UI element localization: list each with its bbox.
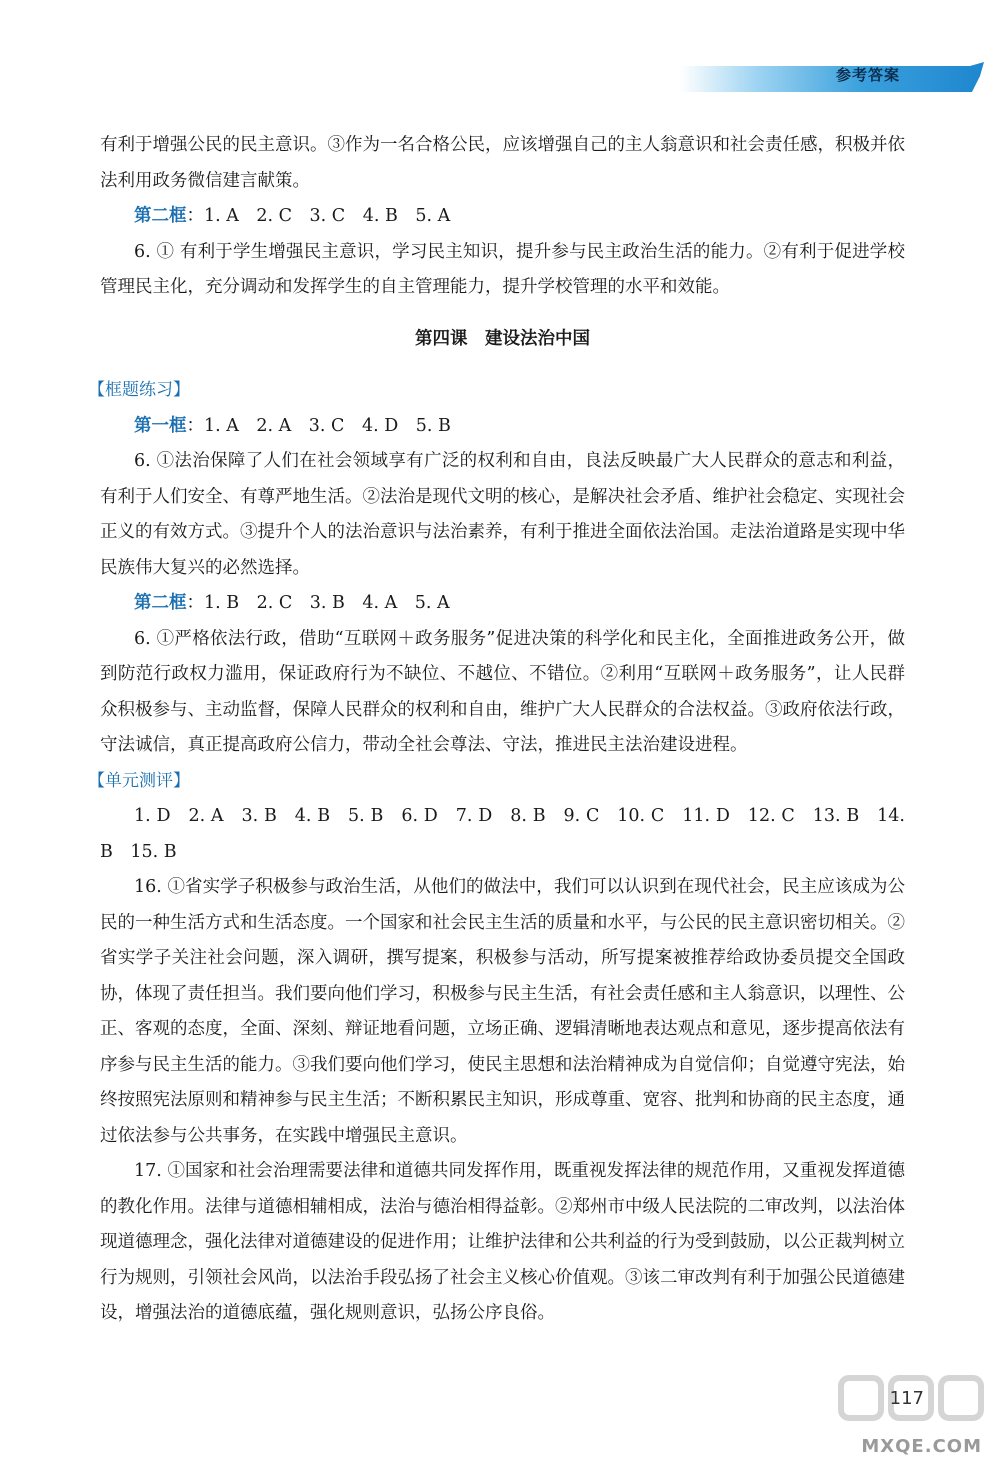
exercise-heading: 【框题练习】 [88,380,190,400]
frame2-label: 第二框 [134,206,187,226]
frame2-answers-lesson4: ：1. B 2. C 3. B 4. A 5. A [186,593,450,613]
frame1-label: 第一框 [134,415,187,436]
header-label: 参考答案 [835,66,900,84]
question-6-answer: 6. ① 有利于学生增强民主意识，学习民主知识，提升参与民主政治生活的能力。②有利于促进学校管理民主化，充分调动和发挥学生的自主管理能力，提升学校管理的水平和效能。 [100,241,905,297]
lesson4-title: 第四课 建设法治中国 [415,328,590,349]
unit-test-answers: 1. D 2. A 3. B 4. B 5. B 6. D 7. D 8. B 9. C 10. C 11. D 12. C 13. B 14. B 15. B [100,806,905,862]
question-16-answer: 16. ①省实学子积极参与政治生活，从他们的做法中，我们可以认识到在现代社会，民主应该成为公民的一种生活方式和生活态度。一个国家和社会民主生活的质量和水平，与公民的民主意识密切相关。②省实学子关注社会问题，深入调研，撰写提案，积极参与活动，所写提案被推荐给政协委员提交全国政协，体现了责任担当。我们要向他们学习，积极参与民主生活，有社会责任感和主人翁意识，以理性、公正、客观的态度，全面、深刻、辩证地看问题，立场正确、逻辑清晰地表达观点和意见，逐步提高依法有序参与民主生活的能力。③我们要向他们学习，使民主思想和法治精神成为自觉信仰；自觉遵守宪法，始终按照宪法原则和精神参与民主生活；不断积累民主知识，形成尊重、宽容、批判和协商的民主态度，通过依法参与公共事务，在实践中增强民主意识。 [100,877,905,1146]
paragraph-continued: 有利于增强公民的民主意识。③作为一名合格公民，应该增强自己的主人翁意识和社会责任感，积极并依法利用政务微信建言献策。 [100,135,905,191]
frame1-question-6: 6. ①法治保障了人们在社会领域享有广泛的权利和自由，良法反映最广大人民群众的意志和利益，有利于人们安全、有尊严地生活。②法治是现代文明的核心，是解决社会矛盾、维护社会稳定、实现社会正义的有效方式。③提升个人的法治意识与法治素养，有利于推进全面依法治国。走法治道路是实现中华民族伟大复兴的必然选择。 [100,451,905,578]
frame2-answers-line-lesson4 [100,586,905,622]
answer-content [88,128,905,1332]
frame1-answers-line [100,409,905,445]
question-17-answer: 17. ①国家和社会治理需要法律和道德共同发挥作用，既重视发挥法律的规范作用，又重视发挥道德的教化作用。法律与道德相辅相成，法治与德治相得益彰。②郑州市中级人民法院的二审改判，以法治体现道德理念，强化法律对道德建设的促进作用；让维护法律和公共利益的行为受到鼓励，以公正裁判树立行为规则，引领社会风尚，以法治手段弘扬了社会主义核心价值观。③该二审改判有利于加强公民道德建设，增强法治的道德底蕴，强化规则意识，弘扬公序良俗。 [100,1161,905,1323]
frame2-label-lesson4: 第二框 [134,593,187,613]
frame1-answers: ：1. A 2. A 3. C 4. D 5. B [186,415,451,436]
page-number: 117 [889,1388,924,1409]
frame2-answers: ：1. A 2. C 3. C 4. B 5. A [186,206,451,226]
frame2-question-6: 6. ①严格依法行政，借助“互联网＋政务服务”促进决策的科学化和民主化，全面推进政务公开，做到防范行政权力滥用，保证政府行为不缺位、不越位、不错位。②利用“互联网＋政务服务”，让人民群众积极参与、主动监督，保障人民群众的权利和自由，维护广大人民群众的合法权益。③政府依法行政，守法诚信，真正提高政府公信力，带动全社会尊法、守法，推进民主法治建设进程。 [100,628,905,755]
frame2-answers-line [100,199,905,235]
unit-test-heading: 【单元测评】 [88,770,190,791]
watermark-text: MXQE.COM [861,1436,982,1457]
